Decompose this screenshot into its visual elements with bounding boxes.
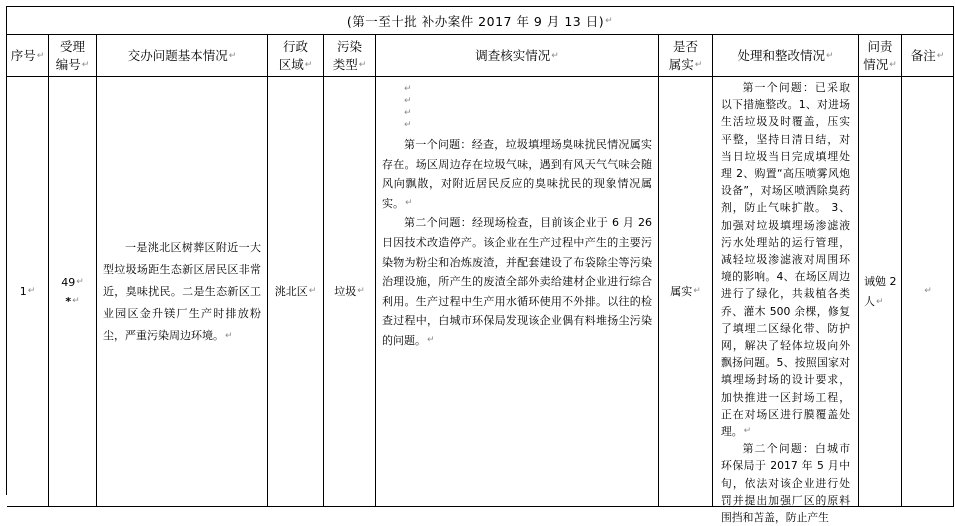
header-accountability-line1: 问责 — [867, 38, 893, 54]
header-pollution — [324, 35, 376, 77]
header-handling-label: 处理和整改情况 — [737, 47, 825, 63]
paragraph-mark-icon: ↵ — [876, 296, 884, 307]
row-accept-no-cell — [49, 77, 97, 507]
header-verified — [659, 35, 713, 77]
header-investigation-label: 调查核实情况 — [475, 47, 551, 63]
row-seq-cell — [7, 77, 49, 507]
row-verified-cell — [659, 77, 713, 507]
investigation-text-2: 第二个问题：经现场检查，目前该企业于 6 月 26 日因技术改造停产。该企业在生产过程中产生的主要污染物为粉尘和冶炼废渣，并配套建设了布袋除尘等污染治理设施，所产生的废渣全部外卖给建材企业进行综合利用。生产过程中生产用水循环使用不外排。以往的检查过程中，白城市环保局发现该企业偶有料堆扬尘污染的问题。 — [382, 216, 652, 347]
row-accept-no: 49 — [61, 275, 76, 289]
header-seq-label: 序号 — [10, 47, 36, 63]
row-issue-text — [97, 237, 267, 347]
paragraph-mark-icon: ↵ — [605, 15, 614, 26]
row-accountability-cell — [859, 77, 902, 507]
header-district-line2: 区域 — [278, 56, 304, 72]
paragraph-mark-icon: ↵ — [551, 50, 559, 61]
header-accountability-line2: 情况 — [863, 56, 889, 72]
header-accept-no-line1: 受理 — [59, 38, 85, 54]
paragraph-mark-icon: ↵ — [693, 285, 701, 296]
header-accountability — [859, 35, 902, 77]
row-verified: 属实 — [670, 284, 693, 298]
paragraph-mark-icon: ↵ — [404, 96, 412, 106]
paragraph-mark-icon: ↵ — [27, 285, 36, 296]
row-handling-cell — [713, 77, 859, 525]
investigation-text-1: 第一个问题：经查，垃圾填埋场臭味扰民情况属实存在。场区周边存在垃圾气味，遇到有风天气气味会随风向飘散，对附近居民反应的臭味扰民的现象情况属实。 — [382, 138, 652, 210]
header-issue — [97, 35, 268, 77]
paragraph-mark-icon: ↵ — [81, 59, 90, 70]
handling-paragraph-1 — [713, 79, 858, 440]
row-issue: 一是洮北区树葬区附近一大型垃圾场距生态新区居民区非常近，臭味扰民。二是生态新区工业园区金升镁厂生产时排放粉尘，严重污染周边环境。 — [103, 240, 261, 342]
header-handling — [713, 35, 859, 77]
paragraph-mark-icon: ↵ — [889, 59, 897, 70]
row-district-cell — [268, 77, 324, 507]
row-investigation-cell — [376, 77, 659, 507]
paragraph-mark-icon: ↵ — [924, 285, 932, 296]
header-accept-no-line2: 编号 — [55, 56, 81, 72]
row-accept-no-suffix: * — [65, 294, 72, 308]
paragraph-mark-icon: ↵ — [743, 426, 752, 437]
paragraph-mark-icon: ↵ — [304, 59, 313, 70]
paragraph-mark-icon: ↵ — [72, 295, 80, 306]
handling-paragraph-2 — [713, 440, 858, 526]
header-verified-line2: 属实 — [668, 56, 694, 72]
investigation-paragraph-1 — [376, 135, 658, 213]
paragraph-mark-icon: ↵ — [308, 285, 317, 296]
paragraph-mark-icon: ↵ — [36, 50, 45, 61]
row-district: 洮北区 — [274, 284, 308, 298]
paragraph-mark-icon: ↵ — [404, 108, 412, 118]
paragraph-mark-icon: ↵ — [825, 50, 834, 61]
paragraph-mark-icon: ↵ — [357, 285, 365, 296]
header-remark — [902, 35, 954, 77]
paragraph-mark-icon: ↵ — [404, 84, 412, 94]
header-pollution-line1: 污染 — [336, 38, 362, 54]
header-district — [268, 35, 324, 77]
header-seq — [7, 35, 49, 77]
paragraph-mark-icon: ↵ — [225, 330, 233, 341]
row-issue-cell — [97, 77, 268, 507]
caption-text: (第一至十批 补办案件 2017 年 9 月 13 日) — [346, 13, 605, 29]
paragraph-mark-icon: ↵ — [427, 334, 435, 345]
header-pollution-line2: 类型 — [332, 56, 358, 72]
case-table — [6, 6, 954, 525]
header-district-line1: 行政 — [282, 38, 308, 54]
row-seq: 1 — [19, 284, 27, 298]
header-investigation — [376, 35, 659, 77]
table-caption — [7, 7, 954, 35]
investigation-paragraph-2 — [376, 213, 658, 350]
paragraph-mark-icon: ↵ — [228, 50, 237, 61]
handling-text-1: 第一个问题：已采取以下措施整改。1、对进场生活垃圾及时覆盖，压实平整，坚持日清日结，对当日垃圾当日完成填埋处理 2、购置“高压喷雾风炮设备”，对场区喷洒除臭药剂，防止气味扩散。 3、加强对垃圾填埋场渗滤液污水处理站的运行管理，减轻垃圾渗滤液对周围环境的影响。4、在场区周边进行了绿化，共栽植各类乔、灌木 500 余棵，修复了填埋二区绿化带、防护网，解决了轻体垃圾向外飘扬问题。5、按照国家对填埋场封场的设计要求，加快推进一区封场工程，正在对场区进行膜覆盖处理。 — [721, 81, 850, 439]
paragraph-mark-icon: ↵ — [358, 59, 367, 70]
paragraph-mark-icon: ↵ — [694, 59, 703, 70]
handling-text-2: 第二个问题：白城市环保局于 2017 年 5 月中旬，依法对该企业进行处罚并提出加强厂区的原料围挡和苫盖，防止产生 — [721, 442, 850, 525]
header-remark-label: 备注 — [910, 47, 936, 63]
header-verified-line1: 是否 — [672, 38, 698, 54]
paragraph-mark-icon: ↵ — [76, 276, 84, 287]
row-pollution-cell — [324, 77, 376, 507]
row-accountability: 诫勉 2 人 — [864, 274, 897, 308]
row-remark-cell — [902, 77, 954, 507]
paragraph-mark-icon: ↵ — [405, 197, 413, 208]
paragraph-mark-icon: ↵ — [404, 120, 412, 130]
row-pollution: 垃圾 — [334, 284, 357, 298]
header-issue-label: 交办问题基本情况 — [127, 47, 228, 63]
header-accept-no — [49, 35, 97, 77]
paragraph-mark-icon: ↵ — [936, 50, 945, 61]
